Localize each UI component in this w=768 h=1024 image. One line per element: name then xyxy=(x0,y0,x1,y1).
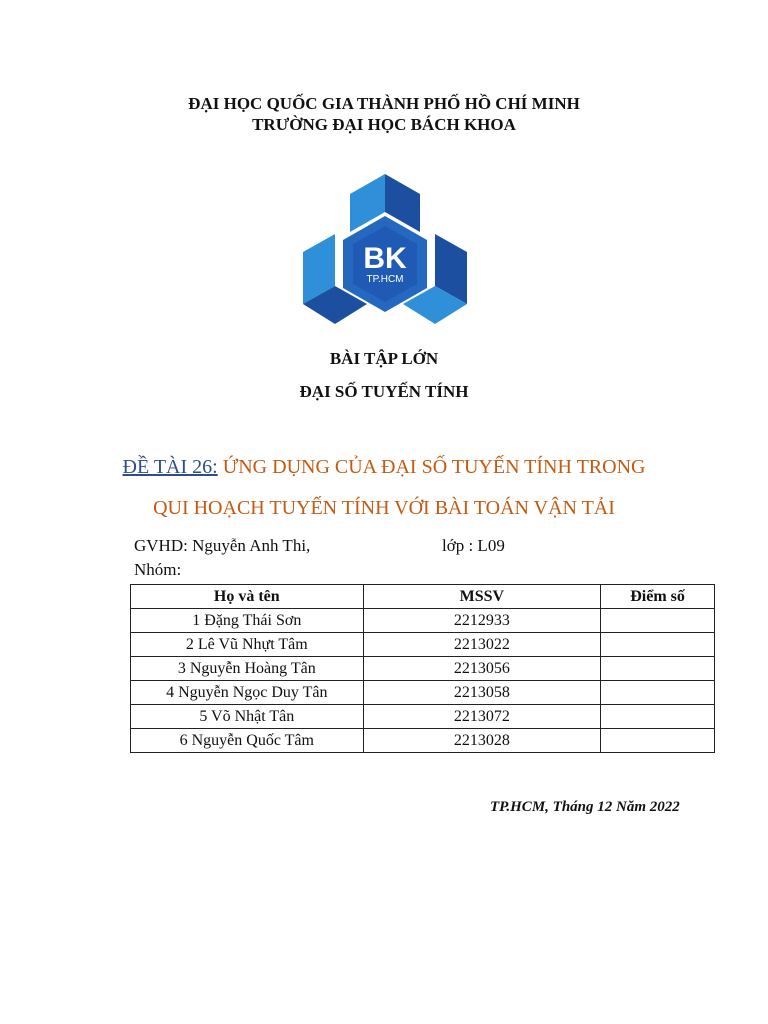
school-name: TRƯỜNG ĐẠI HỌC BÁCH KHOA xyxy=(252,115,516,134)
member-mssv: 2212933 xyxy=(363,609,601,633)
member-name: 5 Võ Nhật Tân xyxy=(131,705,364,729)
table-header-row xyxy=(131,585,715,609)
member-name: 3 Nguyễn Hoàng Tân xyxy=(131,657,364,681)
bk-logo xyxy=(303,174,467,326)
subject-name: ĐẠI SỐ TUYẾN TÍNH xyxy=(299,382,469,401)
header-name: Họ và tên xyxy=(131,585,364,609)
topic-line-2: QUI HOẠCH TUYẾN TÍNH VỚI BÀI TOÁN VẬN TẢI xyxy=(153,497,615,519)
member-score xyxy=(601,609,715,633)
class-label: lớp : L09 xyxy=(442,536,505,555)
table-row xyxy=(131,657,715,681)
member-name: 2 Lê Vũ Nhựt Tâm xyxy=(131,633,364,657)
members-table xyxy=(130,584,715,753)
member-mssv: 2213022 xyxy=(363,633,601,657)
topic-number: ĐỀ TÀI 26: xyxy=(122,456,218,478)
header-score: Điểm số xyxy=(601,585,715,609)
member-score xyxy=(601,681,715,705)
member-mssv: 2213072 xyxy=(363,705,601,729)
university-name: ĐẠI HỌC QUỐC GIA THÀNH PHỐ HỒ CHÍ MINH xyxy=(188,94,580,113)
logo-city-text: TP.HCM xyxy=(366,274,404,285)
table-row xyxy=(131,609,715,633)
member-score xyxy=(601,657,715,681)
topic-line-1 xyxy=(0,456,768,479)
group-label: Nhóm: xyxy=(134,560,182,579)
date-location: TP.HCM, Tháng 12 Năm 2022 xyxy=(490,799,680,815)
table-row xyxy=(131,681,715,705)
header-mssv: MSSV xyxy=(363,585,601,609)
assignment-type: BÀI TẬP LỚN xyxy=(329,349,439,368)
table-row xyxy=(131,729,715,753)
member-name: 1 Đặng Thái Sơn xyxy=(131,609,364,633)
member-mssv: 2213058 xyxy=(363,681,601,705)
topic-title-part-1: ỨNG DỤNG CỦA ĐẠI SỐ TUYẾN TÍNH TRONG xyxy=(217,456,646,478)
table-row xyxy=(131,705,715,729)
logo-bk-text: BK xyxy=(363,242,407,275)
member-score xyxy=(601,705,715,729)
member-score xyxy=(601,729,715,753)
member-mssv: 2213028 xyxy=(363,729,601,753)
table-row xyxy=(131,633,715,657)
instructor-label: GVHD: Nguyễn Anh Thi, xyxy=(134,536,311,555)
member-name: 4 Nguyễn Ngọc Duy Tân xyxy=(131,681,364,705)
member-mssv: 2213056 xyxy=(363,657,601,681)
member-score xyxy=(601,633,715,657)
member-name: 6 Nguyễn Quốc Tâm xyxy=(131,729,364,753)
